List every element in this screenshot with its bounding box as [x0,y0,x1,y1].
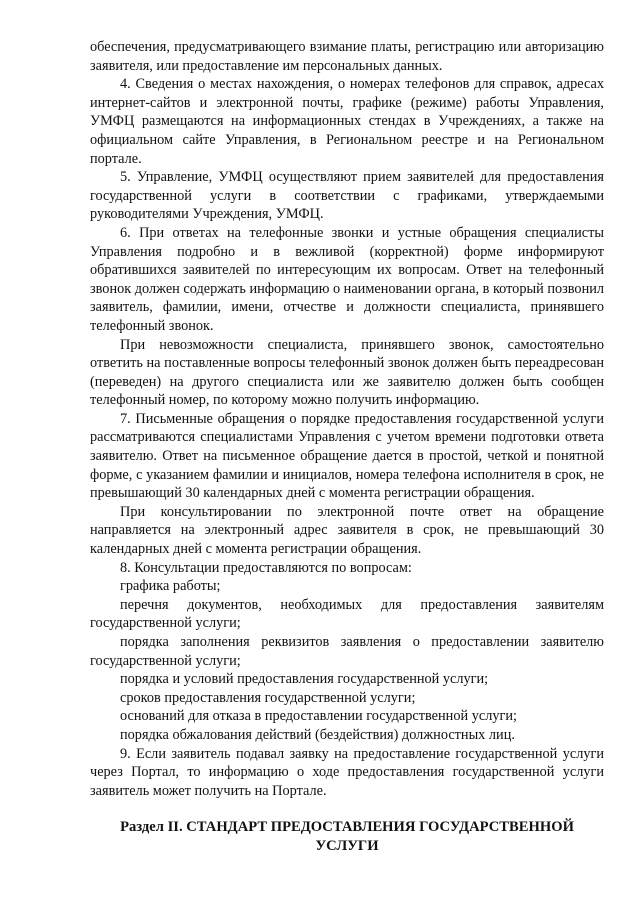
paragraph-7-continued: При консультировании по электронной почте ответ на обращение направляется на электронный адрес заявителя в срок, не превышающий 30 календарных дней с момента регистрации обращения. [90,503,604,558]
document-body [90,38,604,856]
list-item-refusal-grounds: оснований для отказа в предоставлении государственной услуги; [120,708,517,725]
paragraph-5: 5. Управление, УМФЦ осуществляют прием заявителей для предоставления государственной услуги в соответствии с графиками, утверждаемыми руководителями Учреждения, УМФЦ. [90,169,604,223]
paragraph-continuation: обеспечения, предусматривающего взимание платы, регистрацию или авторизацию заявителя, или предоставление им персональных данных. [90,39,604,74]
list-item-appeal-procedure: порядка обжалования действий (бездействия) должностных лиц. [120,726,515,743]
paragraph-7: 7. Письменные обращения о порядке предоставления государственной услуги рассматриваются специалистами Управления с учетом времени подготовки ответа заявителю. Ответ на письменное обращение дается в простой, четкой и понятной форме, с указанием фамилии и инициалов, номера телефона исполнителя в срок, не превышающий 30 календарных дней с момента регистрации обращения. [90,410,604,502]
paragraph-9: 9. Если заявитель подавал заявку на предоставление государственной услуги через Портал, то информацию о ходе предоставления государственной услуги заявитель может получить на Портале. [90,745,604,799]
section-heading: Раздел II. СТАНДАРТ ПРЕДОСТАВЛЕНИЯ ГОСУДАРСТВЕННОЙ УСЛУГИ [120,819,574,854]
list-item-conditions: порядка и условий предоставления государственной услуги; [120,671,489,688]
list-item-work-schedule: графика работы; [120,578,221,595]
paragraph-8: 8. Консультации предоставляются по вопросам: [120,559,412,576]
paragraph-6-continued: При невозможности специалиста, принявшего звонок, самостоятельно ответить на поставленные вопросы телефонный звонок должен быть переадресован (переведен) на другого специалиста или же заявителю должен быть сообщен телефонный номер, по которому можно получить информацию. [90,336,604,409]
list-item-deadlines: сроков предоставления государственной услуги; [120,689,416,706]
list-item-application-details: порядка заполнения реквизитов заявления о предоставлении заявителю государственной услуги; [90,634,604,669]
paragraph-4: 4. Сведения о местах нахождения, о номерах телефонов для справок, адресах интернет-сайтов и электронной почты, графике (режиме) работы Управления, УМФЦ размещаются на информационных стендах в Учреждениях, а также на официальном сайте Управления, в Региональном реестре и на Региональном портале. [90,76,604,167]
paragraph-6: 6. При ответах на телефонные звонки и устные обращения специалисты Управления подробно и в вежливой (корректной) форме информируют обратившихся заявителей по интересующим их вопросам. Ответ на телефонный звонок должен содержать информацию о наименовании органа, в который позвонил заявитель, фамилии, имени, отчестве и должности специалиста, принявшего телефонный звонок. [90,224,604,334]
list-item-documents: перечня документов, необходимых для предоставления заявителям государственной услуги; [90,596,604,632]
